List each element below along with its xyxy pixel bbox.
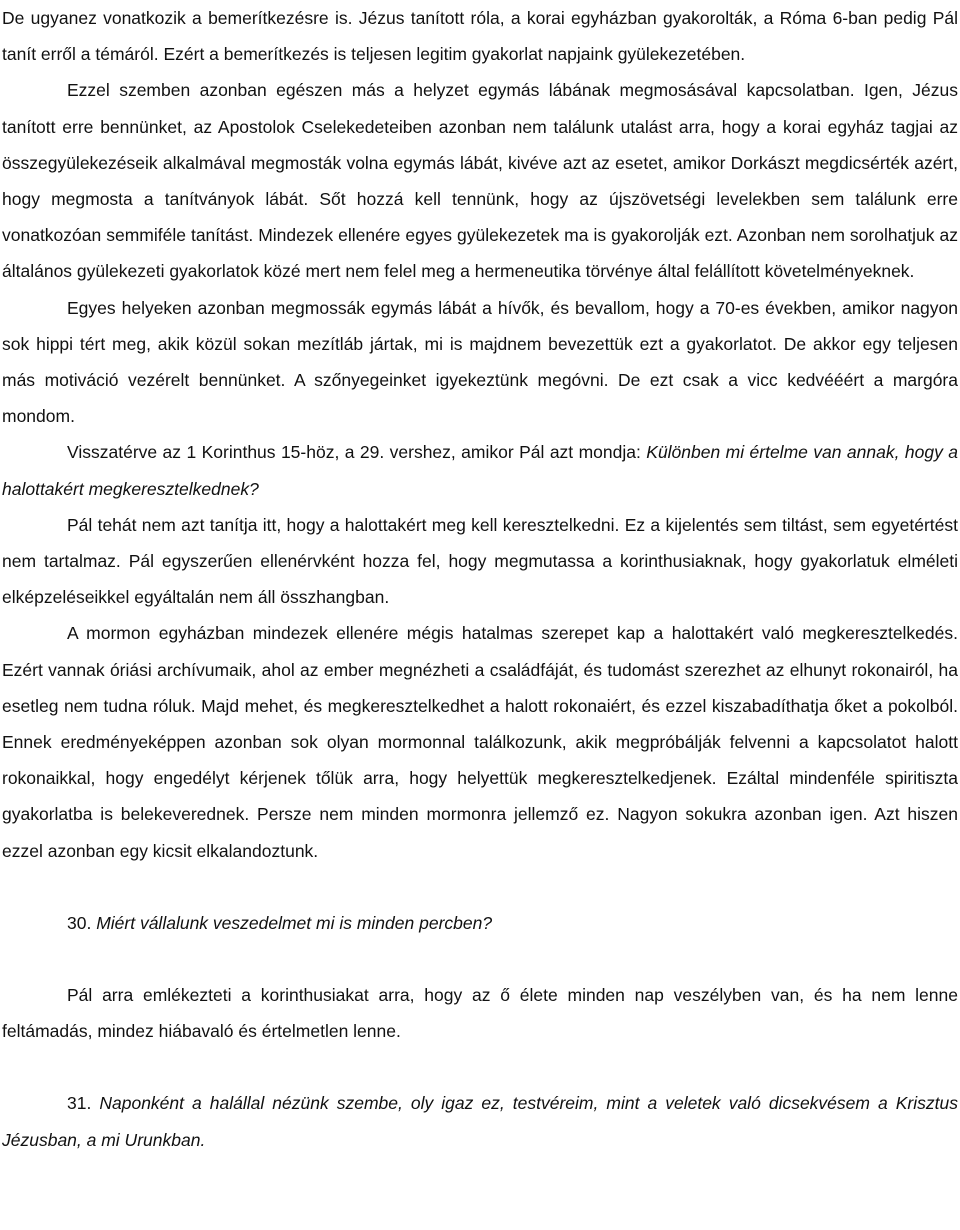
- paragraph-foot-washing: Ezzel szemben azonban egészen más a helyzet egymás lábának megmosásával kapcsolatban. Igen, Jézus tanított erre bennünket, az Apostolok Cselekedeteiben azonban nem találunk utalást arra, hogy a korai egyház tagjai az összegyülekezéseik alkalmával megmosták volna egymás lábát, kivéve azt az esetet, amikor Dorkászt megdicsérték azért, hogy megmosta a tanítványok lábát. Sőt hozzá kell tennünk, hogy az újszövetségi levelekben sem találunk erre vonatkozóan semmiféle tanítást. Mindezek ellenére egyes gyülekezetek ma is gyakorolják ezt. Azonban nem sorolhatjuk az általános gyülekezeti gyakorlatok közé mert nem felel meg a hermeneutika törvénye által felállított követelményeknek.: [2, 80, 958, 282]
- paragraph-mormon: A mormon egyházban mindezek ellenére mégis hatalmas szerepet kap a halottakért való megkeresztelkedés. Ezért vannak óriási archívumaik, ahol az ember megnézheti a családfáját, és tudomást szerezhet az elhunyt rokonairól, ha esetleg nem tudna róluk. Majd mehet, és megkeresztelkedhet a halott rokonaiért, és ezzel kiszabadíthatja őket a pokolból. Ennek eredményeképpen azonban sok olyan mormonnal találkozunk, akik megpróbálják felvenni a kapcsolatot halott rokonaikkal, hogy engedélyt kérjenek tőlük arra, hogy helyettük megkeresztelkedjenek. Ezáltal mindenféle spiritiszta gyakorlatba is belekeverednek. Persze nem minden mormonra jellemző ez. Nagyon sokukra azonban igen. Azt hiszen ezzel azonban egy kicsit elkalandoztunk.: [2, 623, 958, 861]
- paragraph-hippies: Egyes helyeken azonban megmossák egymás lábát a hívők, és bevallom, hogy a 70-es években, amikor nagyon sok hippi tért meg, akik közül sokan mezítláb jártak, mi is majdnem bevezettük ezt a gyakorlatot. De akkor egy teljesen más motiváció vezérelt bennünket. A szőnyegeinket igyekeztünk megóvni. De ezt csak a vicc kedvééért a margóra mondom.: [2, 297, 958, 427]
- spacer: [2, 1049, 958, 1085]
- question-31: [2, 1085, 958, 1157]
- spacer: [2, 869, 958, 905]
- paragraph-lead-text: Visszatérve az 1 Korinthus 15-höz, a 29. vershez, amikor Pál azt mondja:: [67, 442, 647, 463]
- paragraph-paul-argument: Pál tehát nem azt tanítja itt, hogy a halottakért meg kell keresztelkedni. Ez a kijelentés sem tiltást, sem egyetértést nem tartalmaz. Pál egyszerűen ellenérvként hozza fel, hogy megmutassa a korinthusiaknak, hogy gyakorlatuk elméleti elképzeléseikkel egyáltalán nem áll összhangban.: [2, 514, 958, 608]
- document-page: [2, 0, 958, 1158]
- paragraph-corinthians-quote: [2, 434, 958, 506]
- spacer: [2, 941, 958, 977]
- scripture-quote: Különben mi értelme van annak, hogy a halottakért megkeresztelkednek?: [2, 442, 958, 499]
- paragraph-baptism: De ugyanez vonatkozik a bemerítkezésre is. Jézus tanított róla, a korai egyházban gyakorolták, a Róma 6-ban pedig Pál tanít erről a témáról. Ezért a bemerítkezés is teljesen legitim gyakorlat napjaink gyülekezetében.: [2, 8, 958, 65]
- question-text: Miért vállalunk veszedelmet mi is minden percben?: [96, 912, 493, 933]
- question-30: [2, 905, 958, 941]
- question-number: 31.: [67, 1093, 92, 1114]
- question-text: Naponként a halállal nézünk szembe, oly igaz ez, testvéreim, mint a veletek való dicsekvésem a Krisztus Jézusban, a mi Urunkban.: [2, 1093, 958, 1150]
- paragraph-danger: Pál arra emlékezteti a korinthusiakat arra, hogy az ő élete minden nap veszélyben van, és ha nem lenne feltámadás, mindez hiábavaló és értelmetlen lenne.: [2, 985, 958, 1042]
- question-number: 30.: [67, 912, 92, 933]
